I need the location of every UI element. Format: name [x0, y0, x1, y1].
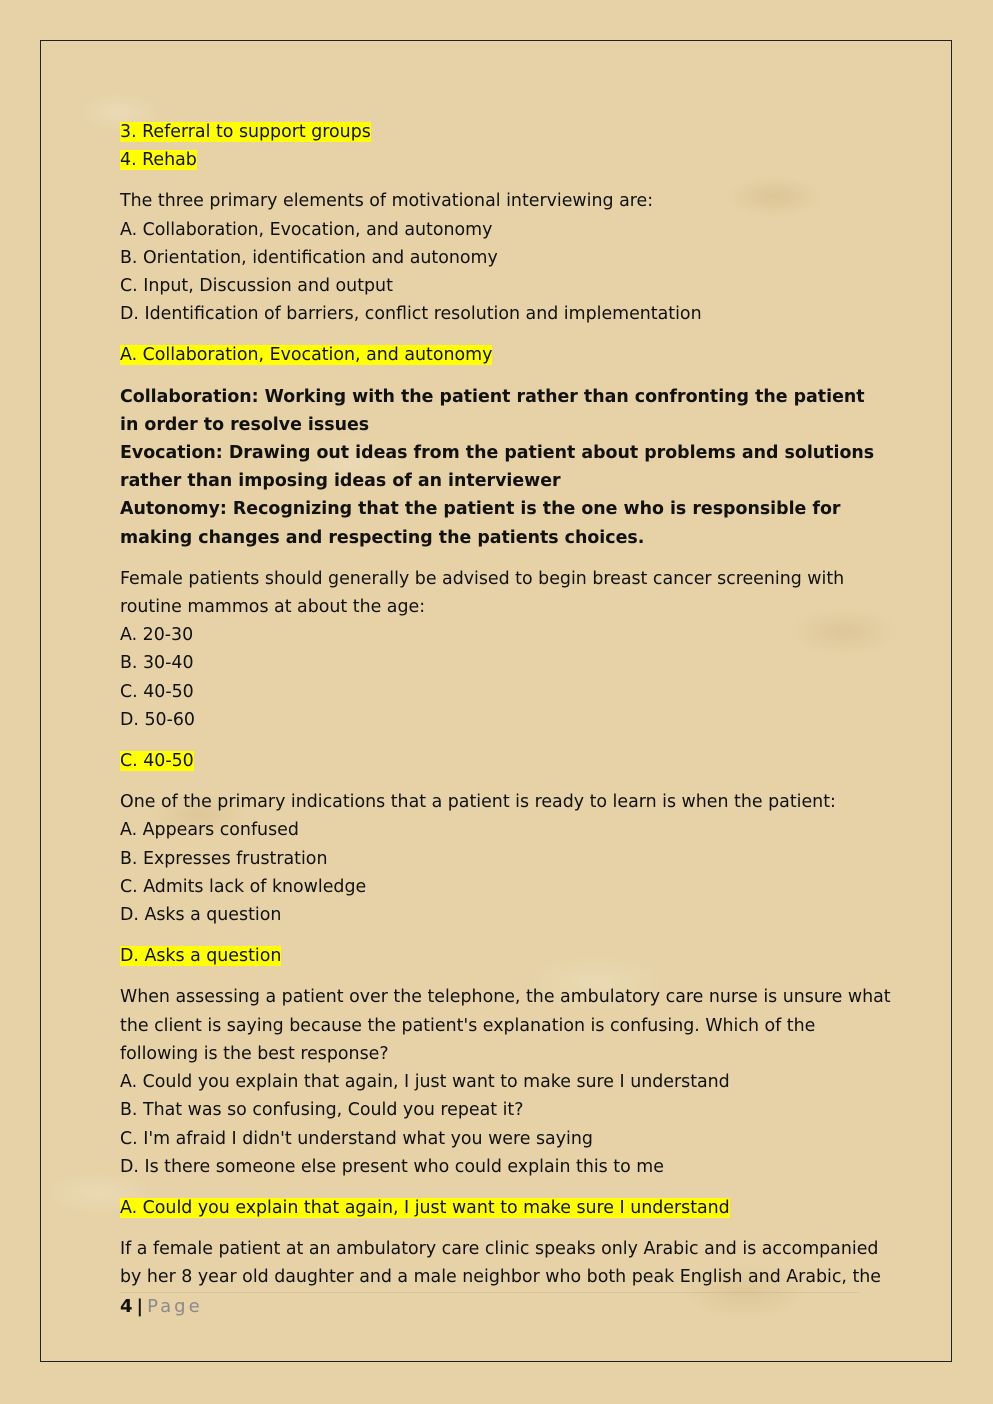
question-block	[120, 983, 891, 1180]
question-text: routine mammos at about the age:	[120, 597, 426, 618]
block-gap	[120, 552, 880, 565]
document-body	[120, 118, 891, 1292]
question-block	[120, 187, 880, 328]
option-line: B. Orientation, identification and autonomy	[120, 247, 498, 268]
explanation-block	[120, 383, 880, 552]
option-line: B. 30-40	[120, 653, 194, 674]
explanation-paragraph: Evocation: Drawing out ideas from the patient about problems and solutions rather than imposing ideas of an interviewer	[120, 443, 875, 492]
option-line: D. Is there someone else present who could explain this to me	[120, 1156, 664, 1177]
question-text: the client is saying because the patient's explanation is confusing. Which of the	[120, 1015, 816, 1036]
answer-block	[120, 341, 880, 369]
answer-block	[120, 942, 880, 970]
question-block	[120, 565, 880, 734]
option-line: C. 40-50	[120, 681, 194, 702]
block-gap	[120, 370, 880, 383]
block-gap	[120, 970, 880, 983]
answer-line: D. Asks a question	[120, 946, 282, 967]
option-line: 3. Referral to support groups	[120, 122, 371, 142]
option-line: B. Expresses frustration	[120, 848, 328, 869]
option-line: D. Asks a question	[120, 905, 282, 926]
footer-separator: |	[136, 1296, 144, 1317]
page-label: Page	[147, 1296, 203, 1317]
option-line: C. I'm afraid I didn't understand what you were saying	[120, 1128, 593, 1149]
question-text: following is the best response?	[120, 1043, 389, 1064]
option-line: A. Collaboration, Evocation, and autonomy	[120, 219, 493, 240]
option-line: 4. Rehab	[120, 150, 197, 171]
option-line: D. Identification of barriers, conflict resolution and implementation	[120, 304, 702, 325]
question-text: Female patients should generally be advised to begin breast cancer screening with	[120, 568, 845, 589]
question-block	[120, 788, 880, 929]
options-block	[120, 118, 880, 174]
option-line: C. Input, Discussion and output	[120, 276, 393, 297]
question-text: If a female patient at an ambulatory care clinic speaks only Arabic and is accompanied	[120, 1239, 879, 1260]
answer-line: A. Collaboration, Evocation, and autonomy	[120, 345, 493, 366]
option-line: A. 20-30	[120, 625, 194, 646]
option-line: A. Appears confused	[120, 820, 299, 841]
answer-block	[120, 747, 880, 775]
footer-rule	[120, 1292, 860, 1293]
block-gap	[120, 328, 880, 341]
answer-line: C. 40-50	[120, 751, 194, 772]
block-gap	[120, 775, 880, 788]
block-gap	[120, 734, 880, 747]
answer-block	[120, 1194, 880, 1222]
option-line: D. 50-60	[120, 709, 195, 730]
option-line: A. Could you explain that again, I just want to make sure I understand	[120, 1072, 730, 1093]
block-gap	[120, 1222, 880, 1235]
explanation-paragraph: Collaboration: Working with the patient rather than confronting the patient in order to resolve issues	[120, 386, 865, 435]
question-text: The three primary elements of motivational interviewing are:	[120, 191, 654, 212]
option-line: B. That was so confusing, Could you repeat it?	[120, 1100, 524, 1121]
explanation-paragraph: Autonomy: Recognizing that the patient is the one who is responsible for making changes and respecting the patients choices.	[120, 499, 841, 548]
block-gap	[120, 929, 880, 942]
question-text: by her 8 year old daughter and a male neighbor who both peak English and Arabic, the	[120, 1267, 882, 1288]
question-text: When assessing a patient over the telephone, the ambulatory care nurse is unsure what	[120, 987, 891, 1008]
page-footer	[120, 1294, 203, 1320]
question-text: One of the primary indications that a patient is ready to learn is when the patient:	[120, 792, 836, 813]
option-line: C. Admits lack of knowledge	[120, 876, 367, 897]
block-gap	[120, 174, 880, 187]
question-block	[120, 1235, 880, 1291]
answer-line: A. Could you explain that again, I just want to make sure I understand	[120, 1197, 730, 1218]
block-gap	[120, 1181, 880, 1194]
page-number: 4	[120, 1296, 133, 1317]
